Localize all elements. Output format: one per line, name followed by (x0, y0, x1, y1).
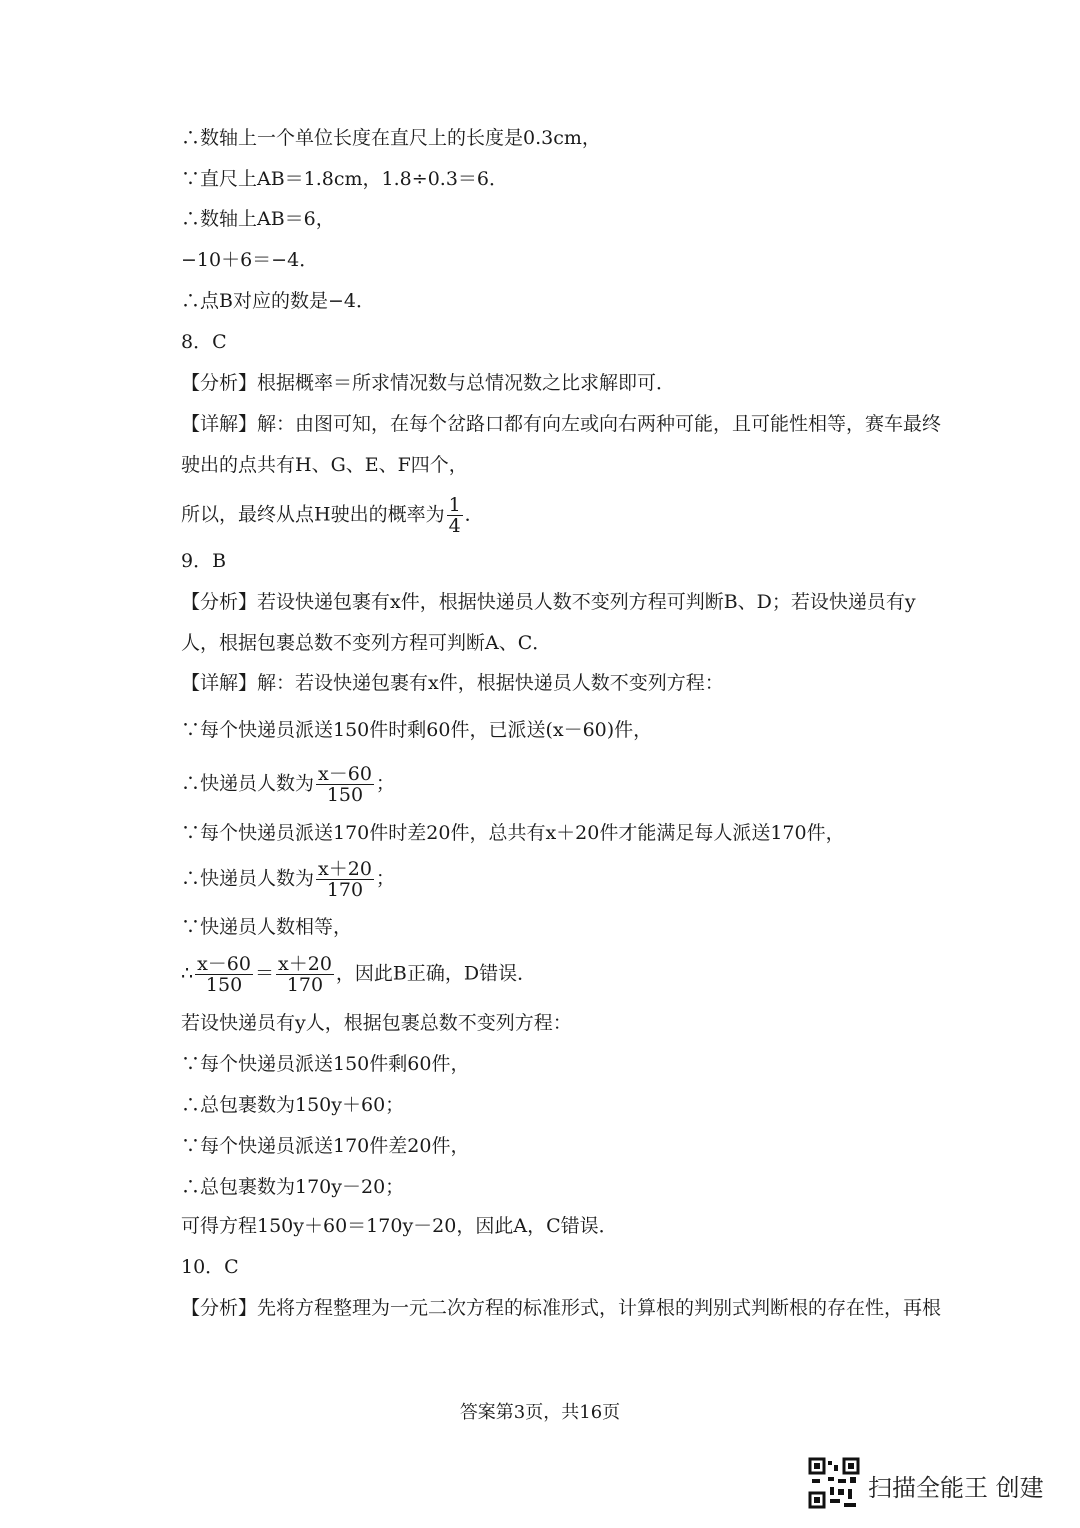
fraction-numerator: x－60 (318, 763, 372, 785)
eq1-suffix: ； (375, 772, 395, 795)
fraction (195, 954, 253, 995)
text-line: 【分析】若设快递包裹有x件，根据快递员人数不变列方程可判断B、D；若设快递员有y (181, 591, 916, 613)
text-line: ∵直尺上AB＝1.8cm，1.8÷0.3＝6． (181, 168, 508, 190)
text-line: 若设快递员有y人，根据包裹总数不变列方程： (181, 1012, 572, 1034)
text-line: 【分析】先将方程整理为一元二次方程的标准形式，计算根的判别式判断根的存在性，再根 (181, 1297, 942, 1319)
text-line: 人，根据包裹总数不变列方程可判断A、C． (181, 632, 552, 654)
eq1-prefix: ∴快递员人数为 (181, 772, 315, 795)
text-line: 8．C (181, 331, 227, 353)
eq3-prefix: ∴ (181, 962, 194, 985)
prob-suffix: ． (464, 503, 484, 526)
eq2-suffix: ； (375, 867, 395, 890)
text-line: 9．B (181, 550, 227, 572)
fraction-numerator: 1 (448, 494, 461, 516)
text-line: ∵每个快递员派送170件差20件， (181, 1135, 470, 1157)
equation-line-2 (181, 859, 395, 900)
text-line: ∵每个快递员派送150件时剩60件，已派送(x－60)件， (181, 719, 653, 741)
text-line: −10＋6＝−4． (181, 249, 319, 271)
text-line: ∴总包裹数为170y－20； (181, 1176, 405, 1198)
text-line: 【分析】根据概率＝所求情况数与总情况数之比求解即可． (181, 372, 676, 394)
probability-line (181, 495, 484, 536)
eq3-suffix: ，因此B正确，D错误． (335, 962, 537, 985)
text-line: ∴数轴上AB＝6， (181, 208, 335, 230)
text-line: 10．C (181, 1256, 239, 1278)
text-line: 【详解】解：若设快递包裹有x件，根据快递员人数不变列方程： (181, 672, 724, 694)
text-line: 可得方程150y＋60＝170y－20，因此A，C错误． (181, 1215, 618, 1237)
fraction-denominator: 150 (326, 784, 364, 806)
page-footer: 答案第3页，共16页 (459, 1402, 621, 1423)
fraction-numerator: x＋20 (318, 858, 372, 880)
text-line: 【详解】解：由图可知，在每个岔路口都有向左或向右两种可能，且可能性相等，赛车最终 (181, 413, 942, 435)
fraction-numerator: x－60 (197, 953, 251, 975)
scanner-watermark: 扫描全能王 创建 (868, 1474, 1044, 1502)
text-line: ∵每个快递员派送170件时差20件，总共有x＋20件才能满足每人派送170件， (181, 822, 845, 844)
text-line: ∵每个快递员派送150件剩60件， (181, 1053, 470, 1075)
fraction (276, 954, 334, 995)
equation-line-1 (181, 764, 395, 805)
equation-line-3 (181, 954, 536, 995)
text-line: ∴总包裹数为150y＋60； (181, 1094, 405, 1116)
fraction-denominator: 4 (448, 515, 461, 537)
fraction-denominator: 150 (205, 974, 243, 996)
fraction-denominator: 170 (326, 879, 364, 901)
text-line: 驶出的点共有H、G、E、F四个， (181, 454, 468, 476)
fraction-denominator: 170 (286, 974, 324, 996)
text-line: ∴点B对应的数是−4． (181, 290, 375, 312)
eq2-prefix: ∴快递员人数为 (181, 867, 315, 890)
text-line: ∴数轴上一个单位长度在直尺上的长度是0.3cm， (181, 127, 601, 149)
prob-prefix: 所以，最终从点H驶出的概率为 (181, 503, 445, 526)
fraction (316, 764, 374, 805)
equals-sign: ＝ (255, 962, 275, 985)
fraction (316, 859, 374, 900)
fraction-numerator: x＋20 (278, 953, 332, 975)
text-line: ∵快递员人数相等， (181, 916, 353, 938)
qr-code-icon (808, 1457, 860, 1509)
fraction (447, 495, 463, 536)
